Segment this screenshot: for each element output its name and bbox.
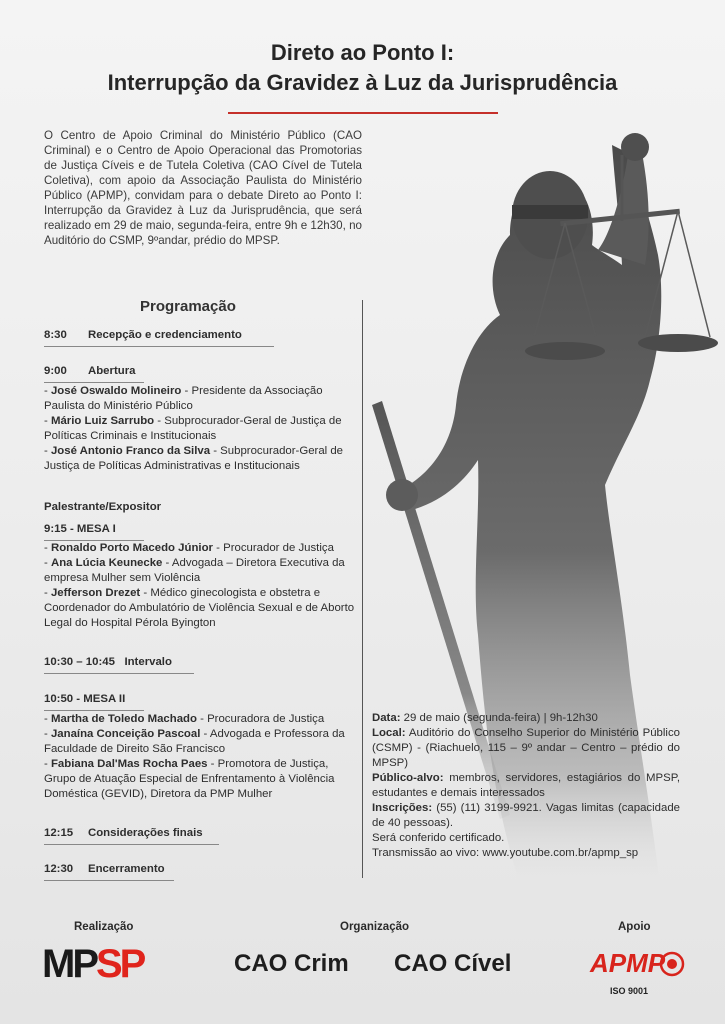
- list-item: - Jefferson Drezet - Médico ginecologista e obstetra e Coordenador do Ambulatório de Violência Sexual e de Aborto Legal do Hospital Pérola Byington: [44, 587, 355, 629]
- svg-text:APMP: APMP: [590, 948, 666, 978]
- opening-time: 9:00: [44, 365, 67, 377]
- info-audience: Público-alvo: membros, servidores, estagiários do MPSP, estudantes e demais interessados: [372, 772, 680, 799]
- opening-label: Abertura: [88, 365, 136, 377]
- schedule-mesa1: [44, 500, 356, 631]
- info-date: Data: 29 de maio (segunda-feira) | 9h-12h30: [372, 712, 598, 724]
- schedule-final: [44, 826, 356, 845]
- info-stream-link[interactable]: Transmissão ao vivo: www.youtube.com.br/apmp_sp: [372, 847, 639, 859]
- schedule-interval: [44, 655, 356, 674]
- cao-civel-logo: CAO Cível: [394, 950, 512, 977]
- list-item: - Janaína Conceição Pascoal - Advogada e Professora da Faculdade de Direito São Francisco: [44, 728, 345, 755]
- list-item: - José Oswaldo Molineiro - Presidente da Associação Paulista do Ministério Público: [44, 385, 323, 412]
- iso-label: ISO 9001: [610, 986, 649, 996]
- organizacao-label: Organização: [340, 921, 410, 933]
- interval-label: Intervalo: [124, 656, 172, 668]
- list-item: - Martha de Toledo Machado - Procuradora de Justiça: [44, 713, 325, 725]
- reception-label: Recepção e credenciamento: [88, 329, 242, 341]
- list-item: - Mário Luiz Sarrubo - Subprocurador-Geral de Justiça de Políticas Criminais e Institucionais: [44, 415, 342, 442]
- page-title-line1: Direto ao Ponto I:: [270, 40, 455, 65]
- intro-paragraph: O Centro de Apoio Criminal do Ministério Público (CAO Criminal) e o Centro de Apoio Operacional das Promotorias de Justiça Cíveis e de Tutela Coletiva (CAO Cível de Tutela Coletiva), com apoio da Associação Paulista do Ministério Público (APMP), convidam para o debate Direto ao Ponto I: Interrupção da Gravidez à Luz da Jurisprudência, que será realizado em 29 de maio, segunda-feira, entre 9h e 12h30, no Auditório do CSMP, 9ºandar, prédio do MPSP.: [44, 129, 362, 247]
- mesa2-time: 10:50 - MESA II: [44, 692, 144, 711]
- title-divider: [228, 112, 498, 114]
- event-info: [372, 711, 680, 861]
- close-label: Encerramento: [88, 863, 165, 875]
- final-label: Considerações finais: [88, 827, 203, 839]
- apmp-logo: [588, 938, 688, 1000]
- schedule-close: [44, 862, 356, 881]
- final-time: 12:15: [44, 827, 74, 839]
- page-title-line2: Interrupção da Gravidez à Luz da Jurisprudência: [107, 70, 618, 95]
- info-certificate: Será conferido certificado.: [372, 832, 505, 844]
- interval-time: 10:30 – 10:45: [44, 656, 115, 668]
- schedule-mesa2: [44, 692, 356, 802]
- title-block: [0, 38, 725, 98]
- info-place: Local: Auditório do Conselho Superior do Ministério Público (CSMP) - (Riachuelo, 115 – 9º andar – Centro – prédio do MPSP): [372, 727, 680, 769]
- program-title: Programação: [140, 298, 236, 315]
- close-time: 12:30: [44, 863, 74, 875]
- reception-time: 8:30: [44, 329, 67, 341]
- info-signup: Inscrições: (55) (11) 3199-9921. Vagas limitas (capacidade de 40 pessoas).: [372, 802, 680, 829]
- mpsp-logo: MPSP: [42, 942, 144, 986]
- speakers-heading: Palestrante/Expositor: [44, 501, 162, 513]
- mesa1-time: 9:15 - MESA I: [44, 522, 144, 541]
- list-item: - Ronaldo Porto Macedo Júnior - Procurador de Justiça: [44, 542, 334, 554]
- list-item: - José Antonio Franco da Silva - Subprocurador-Geral de Justiça de Políticas Administrativas e Institucionais: [44, 445, 344, 472]
- realizacao-label: Realização: [74, 921, 134, 933]
- list-item: - Ana Lúcia Keunecke - Advogada – Diretora Executiva da empresa Mulher sem Violência: [44, 557, 345, 584]
- apoio-label: Apoio: [618, 921, 651, 933]
- cao-crim-logo: CAO Crim: [234, 950, 349, 977]
- list-item: - Fabiana Dal'Mas Rocha Paes - Promotora de Justiça, Grupo de Atuação Especial de Enfrentamento à Violência Doméstica (GEVID), Diretora da PMP Mulher: [44, 758, 335, 800]
- schedule-opening: [44, 364, 356, 474]
- column-divider: [362, 300, 363, 878]
- schedule-reception: [44, 328, 356, 347]
